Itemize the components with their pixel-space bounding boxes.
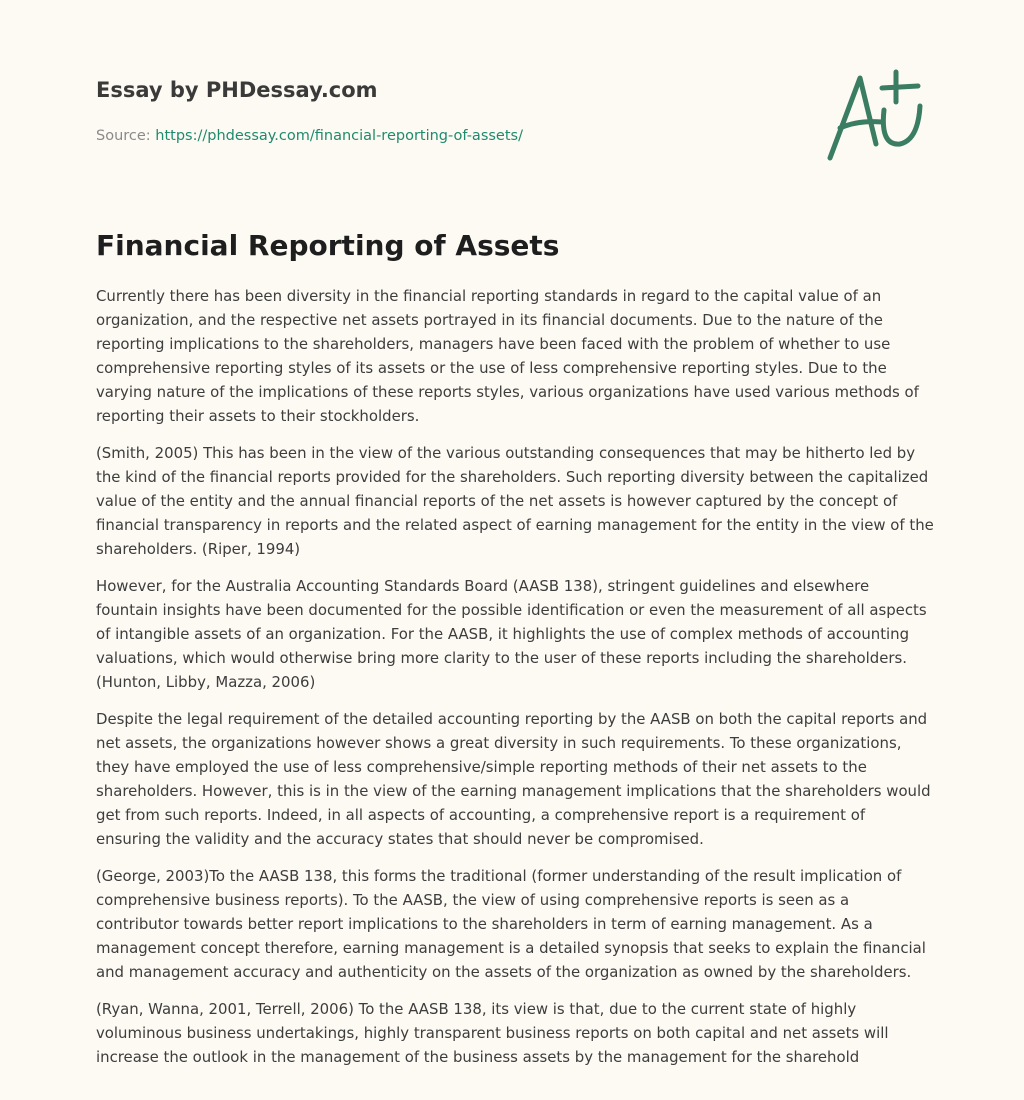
essay-paragraph: Currently there has been diversity in the financial reporting standards in regard to the capital value of an organization, and the respective net assets portrayed in its financial documents. Due to the nature of the reporting implications to the shareholders, managers have been faced with the problem of whether to use comprehensive reporting styles of its assets or the use of less comprehensive reporting styles. Due to the varying nature of the implications of these reports styles, various organizations have used various methods of reporting their assets to their stockholders. xyxy=(96,287,919,425)
essay-header xyxy=(96,76,936,146)
source-label: Source: xyxy=(96,128,156,144)
a-plus-logo-icon xyxy=(820,66,930,166)
source-line xyxy=(96,126,936,146)
essay-paragraph: (Ryan, Wanna, 2001, Terrell, 2006) To the AASB 138, its view is that, due to the current state of highly voluminous business undertakings, highly transparent business reports on both capital and net assets will increase the outlook in the management of the business assets by the management for the sharehold xyxy=(96,1000,889,1066)
site-brand: Essay by PHDessay.com xyxy=(96,78,378,102)
essay-paragraph: (George, 2003)To the AASB 138, this forms the traditional (former understanding of the result implication of comprehensive business reports). To the AASB, the view of using comprehensive reports is seen as a contributor towards better report implications to the shareholders in term of earning management. As a management concept therefore, earning management is a detailed synopsis that seeks to explain the financial and management accuracy and authenticity on the assets of the organization as owned by the shareholders. xyxy=(96,867,926,981)
source-link[interactable]: https://phdessay.com/financial-reporting-of-assets/ xyxy=(155,128,523,144)
essay-paragraph: Despite the legal requirement of the detailed accounting reporting by the AASB on both the capital reports and net assets, the organizations however shows a great diversity in such requirements. To these organizations, they have employed the use of less comprehensive/simple reporting methods of their net assets to the shareholders. However, this is in the view of the earning management implications that the shareholders would get from such reports. Indeed, in all aspects of accounting, a comprehensive report is a requirement of ensuring the validity and the accuracy states that should never be compromised. xyxy=(96,710,931,848)
essay-title: Financial Reporting of Assets xyxy=(96,229,560,262)
essay-paragraph: (Smith, 2005) This has been in the view of the various outstanding consequences that may be hitherto led by the kind of the financial reports provided for the shareholders. Such reporting diversity between the capitalized value of the entity and the annual financial reports of the net assets is however captured by the concept of financial transparency in reports and the related aspect of earning management for the entity in the view of the shareholders. (Riper, 1994) xyxy=(96,444,934,558)
essay-body xyxy=(96,284,934,1082)
essay-paragraph: However, for the Australia Accounting Standards Board (AASB 138), stringent guidelines and elsewhere fountain insights have been documented for the possible identification or even the measurement of all aspects of intangible assets of an organization. For the AASB, it highlights the use of complex methods of accounting valuations, which would otherwise bring more clarity to the user of these reports including the shareholders. (Hunton, Libby, Mazza, 2006) xyxy=(96,577,927,691)
